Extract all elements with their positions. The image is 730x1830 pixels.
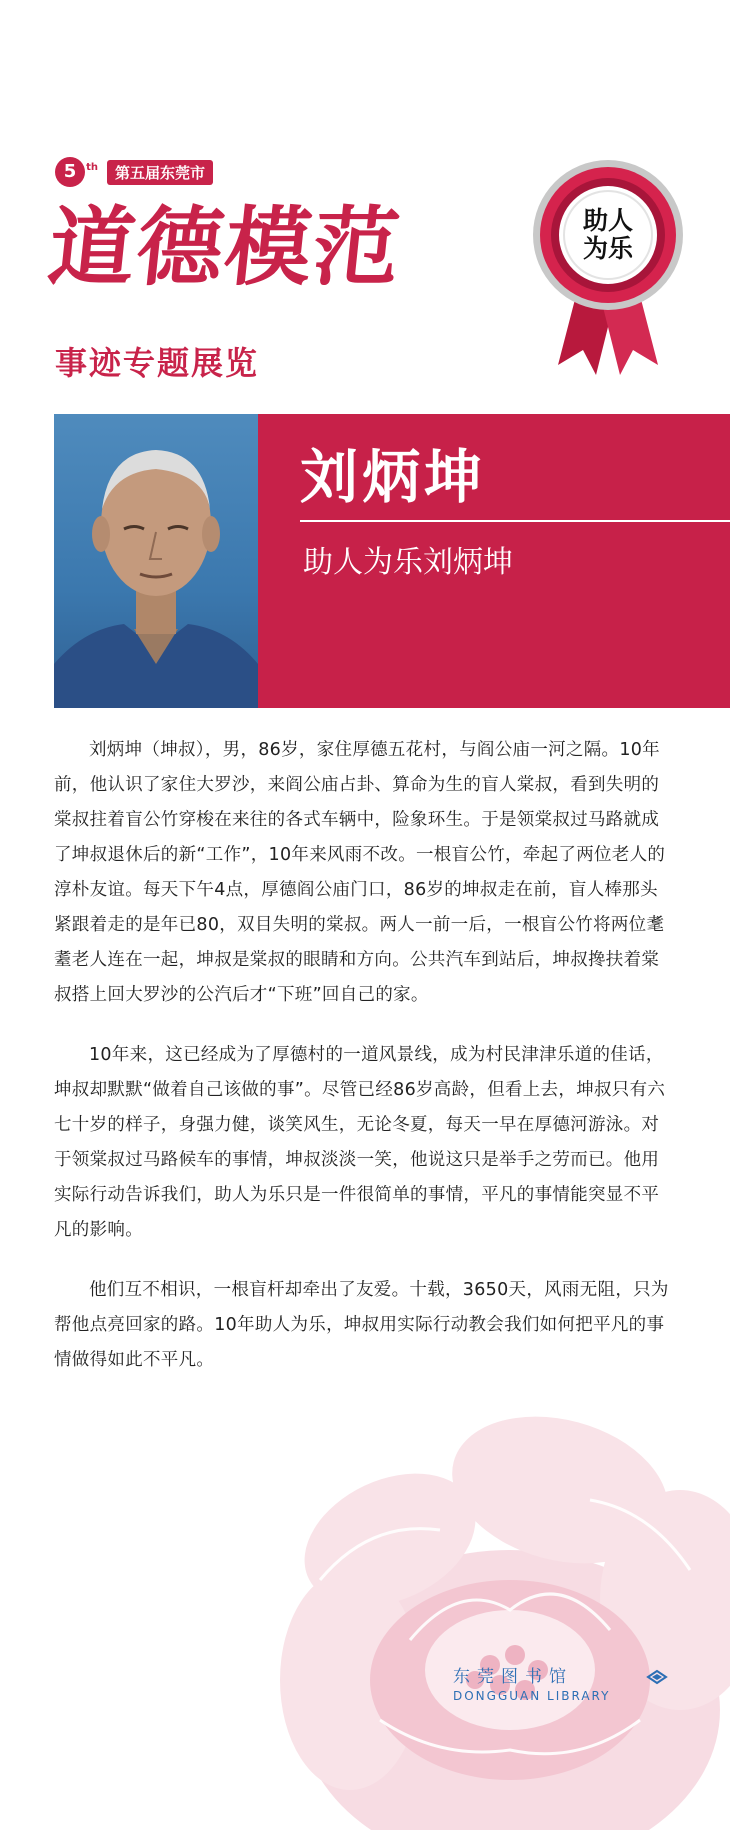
edition-number: 5 [63,161,77,182]
sub-title: 事迹专题展览 [55,344,260,382]
category-rosette [528,160,688,380]
library-name-en: DONGGUAN LIBRARY [453,1689,611,1703]
rosette-label [564,207,652,263]
article-paragraph: 他们互不相识，一根盲杆却牵出了友爱。十载，3650天，风雨无阻，只为帮他点亮回家的路。10年助人为乐，坤叔用实际行动教会我们如何把平凡的事情做得如此不平凡。 [54,1280,669,1370]
rosette-label-line1: 助人 [582,206,633,235]
peony-decoration-icon [260,1380,730,1830]
portrait-illustration [54,414,258,708]
rosette-label-line2: 为乐 [582,234,633,263]
edition-suffix: th [86,162,98,173]
person-name: 刘炳坤 [300,443,487,511]
article-body [54,733,674,1403]
article-paragraph: 10年来，这已经成为了厚德村的一道风景线，成为村民津津乐道的佳话，坤叔却默默“做着自己该做的事”。尽管已经86岁高龄，但看上去，坤叔只有六七十岁的样子，身强力健，谈笑风生，无论冬夏，每天一早在厚德河游泳。对于领棠叔过马路候车的事情，坤叔淡淡一笑，他说这只是举手之劳而已。他用实际行动告诉我们，助人为乐只是一件很简单的事情，平凡的事情能突显不平凡的影响。 [54,1045,666,1240]
edition-label: 第五届东莞市 [107,160,213,185]
article-paragraph: 刘炳坤（坤叔），男，86岁，家住厚德五花村，与阎公庙一河之隔。10年前，他认识了家住大罗沙，来阎公庙占卦、算命为生的盲人棠叔，看到失明的棠叔拄着盲公竹穿梭在来往的各式车辆中，险象环生。于是领棠叔过马路就成了坤叔退休后的新“工作”，10年来风雨不改。一根盲公竹，牵起了两位老人的淳朴友谊。每天下午4点，厚德阎公庙门口，86岁的坤叔走在前，盲人棒那头紧跟着走的是年已80，双目失明的棠叔。两人一前一后，一根盲公竹将两位耄耋老人连在一起，坤叔是棠叔的眼睛和方向。公共汽车到站后，坤叔搀扶着棠叔搭上回大罗沙的公汽后才“下班”回自己的家。 [54,740,666,1005]
library-logo [453,1662,610,1703]
banner-divider [300,520,730,522]
main-title: 道德模范 [43,197,407,298]
rosette-icon [528,160,688,380]
library-book-icon [646,1668,668,1686]
person-subtitle: 助人为乐刘炳坤 [303,545,513,580]
library-name-cn: 东莞图书馆 [453,1667,573,1687]
portrait-photo [54,414,258,708]
